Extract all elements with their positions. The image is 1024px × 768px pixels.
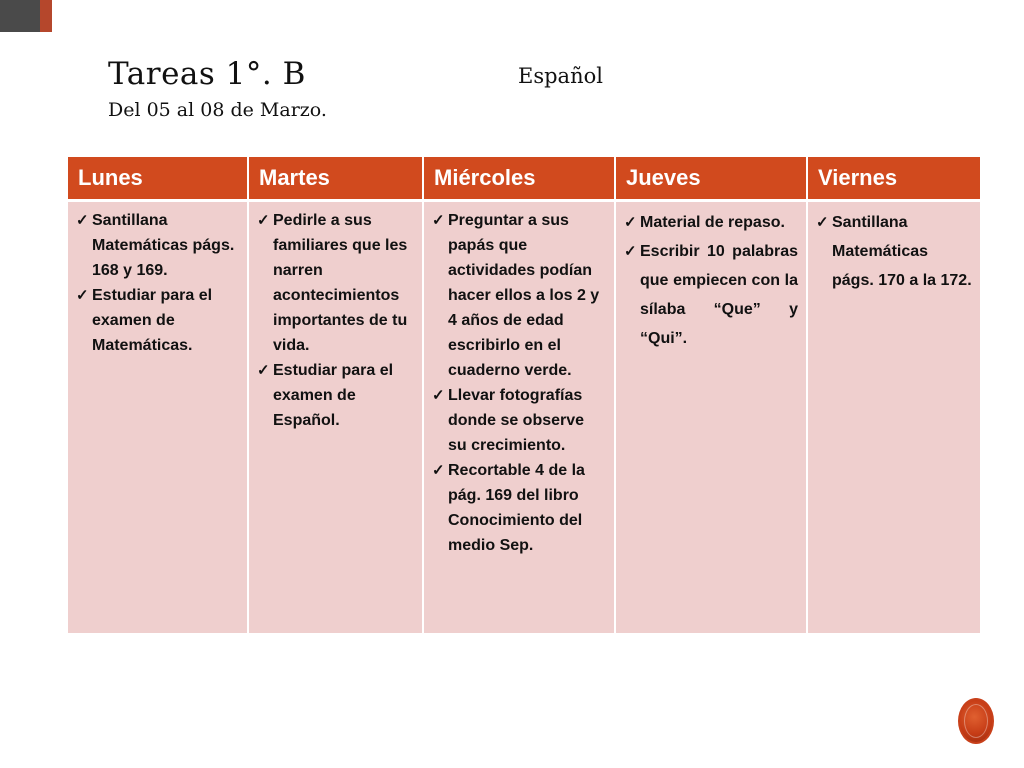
column-header-jueves: Jueves <box>615 157 807 201</box>
task-text: Escribir 10 palabras que empiecen con la sílaba “Que” y “Qui”. <box>640 243 798 347</box>
task-text: Preguntar a sus papás que actividades podían hacer ellos a los 2 y 4 años de edad escribirlo en el cuaderno verde. <box>448 212 600 379</box>
task-list <box>816 208 972 295</box>
task-list <box>624 208 798 353</box>
task-text: Estudiar para el examen de Matemáticas. <box>92 287 213 354</box>
task-list <box>257 208 414 433</box>
cell-lunes <box>68 201 248 634</box>
cell-jueves <box>615 201 807 634</box>
list-item <box>432 383 606 458</box>
table-header-row <box>68 157 980 201</box>
list-item <box>432 208 606 383</box>
nav-button-ring <box>964 704 988 738</box>
check-icon: ✓ <box>432 462 445 479</box>
check-icon: ✓ <box>76 287 89 304</box>
subject-label: Español <box>518 64 603 88</box>
list-item <box>624 237 798 353</box>
task-text: Recortable 4 de la pág. 169 del libro Conocimiento del medio Sep. <box>448 462 585 554</box>
check-icon: ✓ <box>624 214 637 231</box>
task-text: Santillana Matemáticas págs. 170 a la 172. <box>832 214 972 289</box>
list-item <box>432 458 606 558</box>
table-row <box>68 201 980 634</box>
task-list <box>432 208 606 558</box>
list-item <box>76 208 239 283</box>
task-text: Llevar fotografías donde se observe su crecimiento. <box>448 387 585 454</box>
column-header-martes: Martes <box>248 157 423 201</box>
slide-nav-button[interactable] <box>958 698 994 744</box>
check-icon: ✓ <box>76 212 89 229</box>
corner-bar-dark <box>0 0 40 32</box>
cell-miercoles <box>423 201 615 634</box>
corner-accent <box>0 0 52 36</box>
cell-martes <box>248 201 423 634</box>
list-item <box>816 208 972 295</box>
column-header-lunes: Lunes <box>68 157 248 201</box>
task-text: Material de repaso. <box>640 214 785 231</box>
task-text: Pedirle a sus familiares que les narren acontecimientos importantes de tu vida. <box>273 212 408 354</box>
task-text: Santillana Matemáticas págs. 168 y 169. <box>92 212 235 279</box>
page-title: Tareas 1°. B <box>108 56 306 92</box>
check-icon: ✓ <box>432 387 445 404</box>
list-item <box>76 283 239 358</box>
check-icon: ✓ <box>624 243 637 260</box>
column-header-miercoles: Miércoles <box>423 157 615 201</box>
task-list <box>76 208 239 358</box>
check-icon: ✓ <box>257 212 270 229</box>
list-item <box>257 358 414 433</box>
list-item <box>624 208 798 237</box>
check-icon: ✓ <box>432 212 445 229</box>
column-header-viernes: Viernes <box>807 157 980 201</box>
title-row <box>108 56 628 96</box>
check-icon: ✓ <box>816 214 829 231</box>
cell-viernes <box>807 201 980 634</box>
check-icon: ✓ <box>257 362 270 379</box>
homework-table <box>68 157 980 633</box>
date-range: Del 05 al 08 de Marzo. <box>108 99 327 121</box>
list-item <box>257 208 414 358</box>
task-text: Estudiar para el examen de Español. <box>273 362 394 429</box>
corner-bar-accent <box>40 0 52 32</box>
